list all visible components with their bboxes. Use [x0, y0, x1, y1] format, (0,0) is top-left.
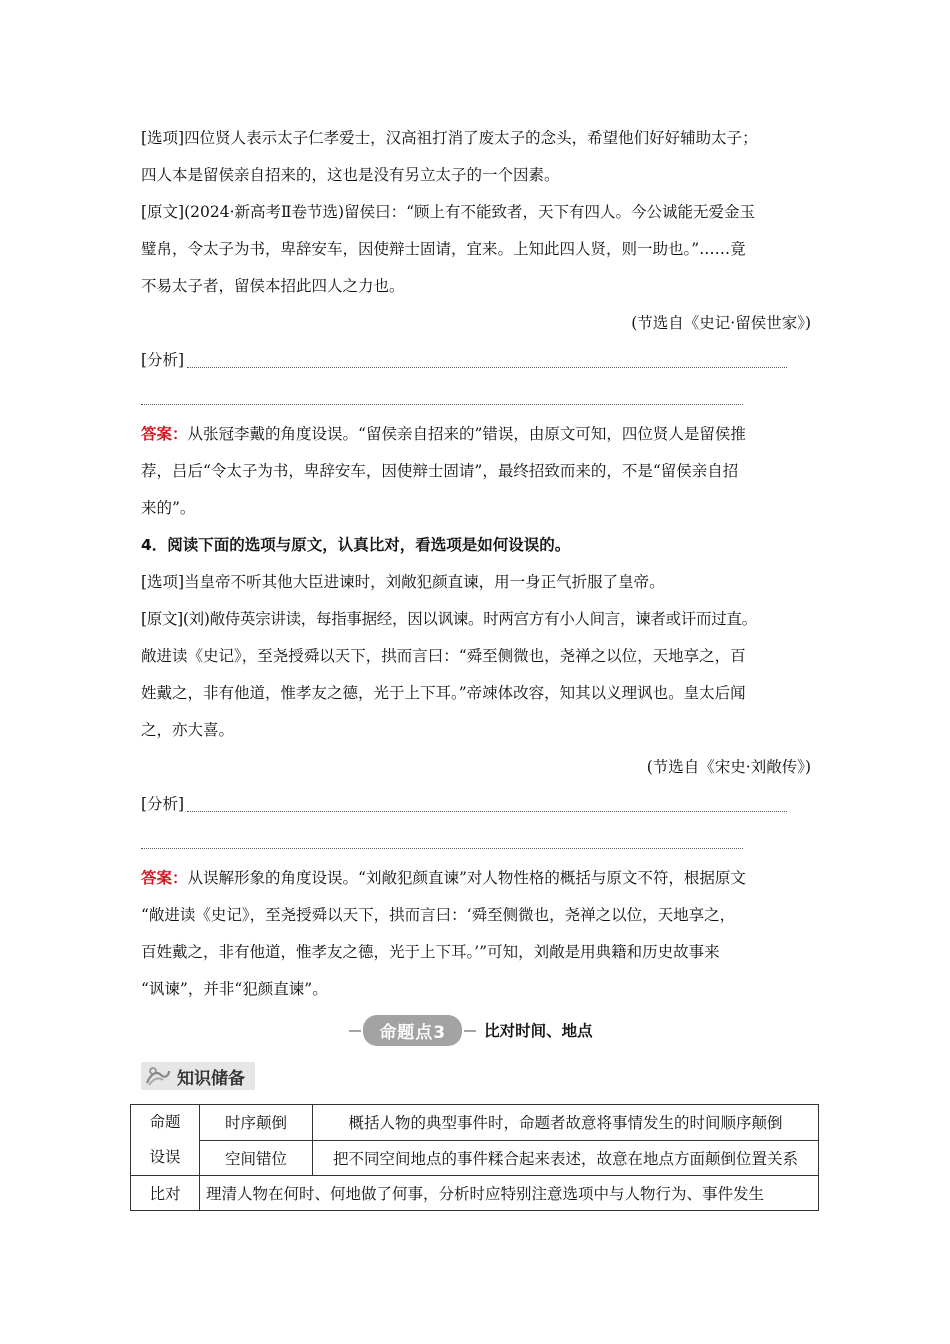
q4-citation: (节选自《宋史·刘敞传》) — [646, 758, 811, 776]
table-row — [131, 1140, 819, 1176]
q3-option-line-1: [选项]四位贤人表示太子仁孝爱士，汉高祖打消了废太子的念头，希望他们好好辅助太子； — [141, 129, 758, 147]
q4-answer-line-4: “讽谏”，并非“犯颜直谏”。 — [141, 980, 328, 998]
table-cell-label: 比对 — [131, 1176, 200, 1211]
q4-answer-line-3: 百姓戴之，非有他道，惟孝友之德，光于上下耳。’”可知，刘敞是用典籍和历史故事来 — [141, 943, 720, 961]
q3-source-line-1: [原文](2024·新高考Ⅱ卷节选)留侯曰：“顾上有不能致者，天下有四人。今公诚能无爱金玉 — [141, 203, 756, 221]
q3-source-line-2: 璧帛，令太子为书，卑辞安车，因使辩士固请，宜来。上知此四人贤，则一助也。”……竟 — [141, 240, 746, 258]
scroll-decoration-icon — [145, 1065, 171, 1087]
q3-analysis-dots-2 — [141, 404, 743, 405]
q4-analysis-label: [分析] — [141, 795, 185, 813]
q3-analysis-line[interactable] — [141, 342, 815, 379]
q3-answer-line-3: 来的”。 — [141, 499, 196, 517]
knowledge-table — [130, 1104, 819, 1211]
q3-answer-line-1 — [141, 416, 815, 453]
q4-analysis-dots — [187, 811, 787, 812]
knowledge-header — [141, 1062, 255, 1090]
group-label-line-2: 设误 — [149, 1148, 181, 1166]
q4-source-line-1: [原文](刘)敞侍英宗讲读，每指事据经，因以讽谏。时两宫方有小人间言，谏者或讦而过直。 — [141, 610, 757, 628]
group-label-line-1: 命题 — [149, 1113, 181, 1131]
table-cell-desc: 概括人物的典型事件时，命题者故意将事情发生的时间顺序颠倒 — [313, 1105, 819, 1141]
q3-answer-label: 答案： — [141, 425, 188, 443]
q4-analysis-line[interactable] — [141, 786, 815, 823]
table-cell-desc: 把不同空间地点的事件糅合起来表述，故意在地点方面颠倒位置关系 — [313, 1140, 819, 1176]
q4-analysis-line-2[interactable] — [141, 823, 815, 860]
table-row — [131, 1105, 819, 1141]
topic-header — [141, 1010, 815, 1050]
q3-answer-line-2: 荐，吕后“令太子为书，卑辞安车，因使辩士固请”，最终招致而来的，不是“留侯亲自招 — [141, 462, 739, 480]
document-body — [141, 120, 815, 1110]
q4-analysis-dots-2 — [141, 848, 743, 849]
q4-answer-label: 答案： — [141, 869, 188, 887]
q3-analysis-dots — [187, 367, 787, 368]
knowledge-label: 知识储备 — [177, 1068, 245, 1089]
q4-option-line-1: [选项]当皇帝不听其他大臣进谏时，刘敞犯颜直谏，用一身正气折服了皇帝。 — [141, 573, 665, 591]
topic-badge: 命题点3 — [363, 1015, 462, 1046]
q3-option-line-2: 四人本是留侯亲自招来的，这也是没有另立太子的一个因素。 — [141, 166, 560, 184]
q4-source-line-3: 姓戴之，非有他道，惟孝友之德，光于上下耳。”帝竦体改容，知其以义理讽也。皇太后闻 — [141, 684, 746, 702]
q3-citation: (节选自《史记·留侯世家》) — [631, 314, 811, 332]
q3-analysis-line-2[interactable] — [141, 379, 815, 416]
q3-source-line-3: 不易太子者，留侯本招此四人之力也。 — [141, 277, 405, 295]
topic-title: 比对时间、地点 — [484, 1022, 593, 1040]
q4-answer-line-1 — [141, 860, 815, 897]
table-row — [131, 1176, 819, 1211]
q4-answer-text-1: 从误解形象的角度设误。“刘敞犯颜直谏”对人物性格的概括与原文不符，根据原文 — [187, 869, 746, 887]
q4-source-line-2: 敞进读《史记》，至尧授舜以天下，拱而言曰：“舜至侧微也，尧禅之以位，天地享之，百 — [141, 647, 746, 665]
q3-answer-text-1: 从张冠李戴的角度设误。“留侯亲自招来的”错误，由原文可知，四位贤人是留侯推 — [187, 425, 746, 443]
q3-analysis-label: [分析] — [141, 351, 185, 369]
table-cell-type: 空间错位 — [200, 1140, 313, 1176]
table-group-label — [131, 1105, 200, 1176]
table-cell-desc: 理清人物在何时、何地做了何事，分析时应特别注意选项中与人物行为、事件发生 — [200, 1176, 819, 1211]
q4-heading: 4．阅读下面的选项与原文，认真比对，看选项是如何设误的。 — [141, 536, 571, 554]
q4-source-line-4: 之，亦大喜。 — [141, 721, 235, 739]
table-cell-type: 时序颠倒 — [200, 1105, 313, 1141]
q4-answer-line-2: “敞进读《史记》，至尧授舜以天下，拱而言曰：‘舜至侧微也，尧禅之以位，天地享之， — [141, 906, 736, 924]
